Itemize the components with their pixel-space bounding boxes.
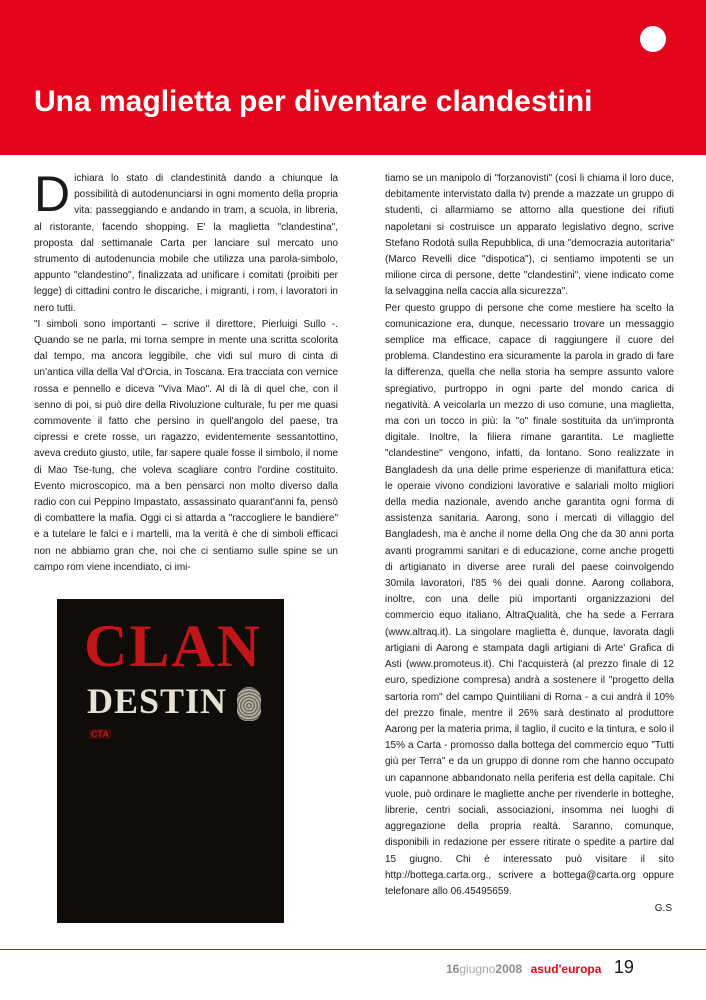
paragraph-4: Per questo gruppo di persone che come mestiere ha scelto la comunicazione era, dunque, necessario trovare un messaggio semplice ma efficace, capace di raggiungere il cuore del problema. Clandestino era sicuramente la parola in grado di fare la differenza, quella che nella storia ha sempre assunto valore spregiativo, purtroppo in ogni parte del mondo carica di negatività. A veicolarla un mezzo di uso comune, una maglietta, ma con un tocco in più: la "o" finale sostituita da un'impronta digitale. Inoltre, la filiera rimane garantita. Le magliette "clandestine" vengono, infatti, da lontano. Sono realizzate in Bangladesh da una delle prime esperienze di manifattura etica: le operaie vivono condizioni lavorative e salariali molto migliori della media nazionale, avendo anche garantita ogni forma di assistenza sanitaria. Aarong, sono i mercati di villaggio del Bangladesh, ma è anche il nome della Ong che da 30 anni porta avanti programmi sanitari e di educazione, come anche progetti di artigianato in diverse aree rurali del paese coinvolgendo 30mila lavoratori, l'85 % dei quali donne. Aarong collabora, inoltre, con una delle più importanti organizzazioni del commercio equo italiano, AltraQualità, che ha sede a Ferrara (www.altraq.it). La singolare maglietta è, dunque, lavorata dagli artigiani di Aarong e stampata dagli artigiani di Arte' Grafica di Asti (www.promoteus.it). Chi l'acquisterà (al prezzo finale di 12 euro, spedizione compresa) andrà a sostenere il "progetto della sartoria rom" del campo Quintiliani di Roma - a cui andrà il 10% del prezzo finale, mentre il 26% sarà destinato al produttore Aarong per la materia prima, il taglio, il cucito e la tintura, e solo il 15% a Carta - promosso dalla bottega del commercio equo "Tutti giù per Terra" e da un gruppo di donne rom che hanno occupato un capannone abbandonato nella periferia est della capitale. Chi vuole, può ordinare le magliette anche per rivenderle in botteghe, librerie, centri sociali, associazioni, insomma nei luoghi di aggregazione della propria realtà. Saranno, comunque, disponibili in redazione per essere ritirate o spedite a partire dal 15 giugno. Chi è interessato può visitare il sito http://bottega.carta.org., scrivere a bottega@carta.org oppure telefonare allo 06.45495659. — [385, 302, 674, 897]
magazine-name: asud'europa — [530, 962, 602, 976]
clandestino-poster-image — [57, 599, 284, 923]
poster-clan-text: CLAN — [83, 613, 262, 679]
footer-divider — [0, 949, 706, 950]
paragraph-2: "I simboli sono importanti – scrive il direttore, Pierluigi Sullo -. Quando se ne parla, mi torna sempre in mente una scritta scolorita dal tempo, ma ancora leggibile, che vidi sul muro di cinta di un'antica villa della Val d'Orcia, in Toscana. Era tracciata con vernice rossa e pennello e diceva "Viva Mao". Al di là di quel che, con il senno di poi, si può dire della Rivoluzione culturale, fu per me quasi commovente il fatto che persino in quell'angolo del paese, tra cipressi e crete rosse, un ragazzo, evidentemente sessantottino, aveva creduto giusto, utile, far sapere quale fosse il simbolo, il nome di Mao Tse-tung, che voleva scagliare contro l'ordine costituito. Evento microscopico, ma a ben pensarci non molto diverso dalla radio con cui Peppino Impastato, assassinato quarant'anni fa, pensò di combattere la mafia. Oggi ci si attarda a "raccogliere le bandiere" e a tutelare le falci e i martelli, ma la verità è che di simboli efficaci non ne abbiamo gran che, noi che ci sentiamo sulle spine se un campo rom viene incendiato, ci imi- — [34, 318, 338, 573]
author-signature: G.S — [654, 903, 672, 914]
poster-logo: CTA — [91, 729, 109, 739]
dropcap: D — [34, 166, 71, 222]
poster-destino-text: DESTIN — [87, 681, 228, 721]
page-footer — [446, 957, 634, 978]
article-title: Una maglietta per diventare clandestini — [34, 85, 593, 118]
footer-day: 16 — [446, 962, 460, 976]
footer-month: giugno — [459, 962, 496, 976]
header-banner — [0, 0, 706, 155]
paragraph-3: tiamo se un manipolo di "forzanovisti" (così li chiama il loro duce, debitamente intervistato dalla tv) prende a mazzate un gruppo di studenti, ci allarmiamo se attorno alla questione dei rifiuti napoletani si costruisce un apparato legislativo degno, scrive Stefano Rodotà sulla Repubblica, di una "democrazia autoritaria" (Marco Revelli dice "dispotica"), ci sentiamo impotenti se un milione circa di persone, dette "clandestini", viene indicato come la selvaggina nella caccia alla sicurezza". — [385, 173, 674, 298]
paragraph-1 — [34, 166, 338, 317]
article-column-right — [385, 171, 674, 900]
footer-year: 2008 — [495, 962, 523, 976]
article-column-left — [34, 166, 338, 576]
banner-dot — [640, 26, 666, 52]
paragraph-1-text: ichiara lo stato di clandestinità dando a chiunque la possibilità di autodenunciarsi in ogni momento della propria vita: passeggiando e andando in tram, a scuola, in libreria, al ristorante, facendo shopping. E' la maglietta "clandestina", proposta dal settimanale Carta per lanciare sul mercato uno strumento di autodenuncia mobile che utilizza una parola-simbolo, appunto "clandestino", finalizzata ad unificare i comitati (proibiti per legge) di cittadini contro le discariche, i migranti, i rom, i lavoratori in nero tutti. — [34, 173, 338, 314]
fingerprint-icon — [237, 687, 261, 721]
page-number: 19 — [613, 957, 634, 977]
